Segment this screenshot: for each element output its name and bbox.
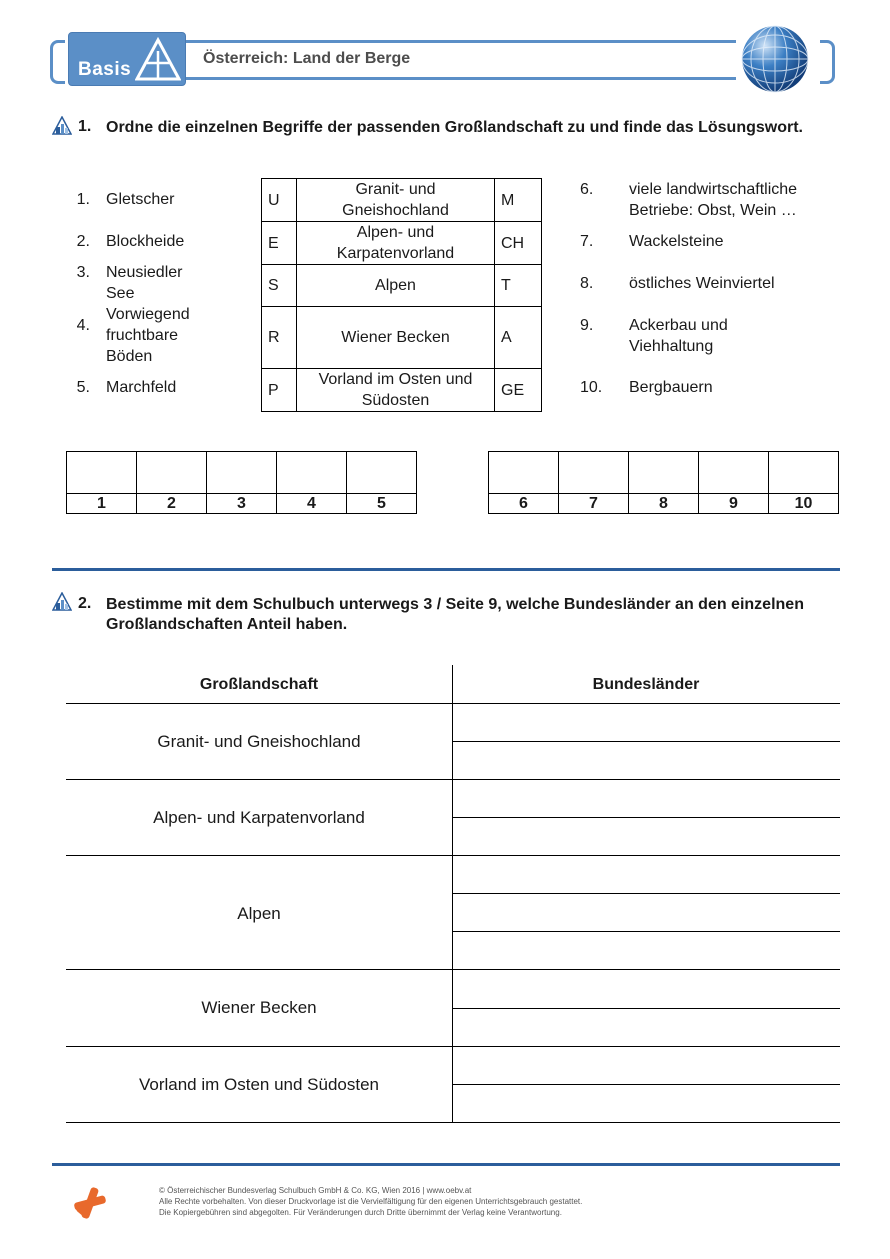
answer-cell[interactable] <box>629 452 699 494</box>
column-header-bundeslaender: Bundesländer <box>592 676 700 693</box>
section-divider <box>52 568 840 571</box>
left-term: Vorwiegend fruchtbare Böden <box>106 306 190 365</box>
basis-label: Basis <box>78 59 132 80</box>
left-term-number: 2. <box>76 233 90 250</box>
copyright-line: Die Kopiergebühren sind abgegolten. Für Veränderungen durch Dritte übernimmt der Verlag keine Verantwortung. <box>159 1208 562 1217</box>
answer-cell[interactable] <box>699 452 769 494</box>
answer-label: 1 <box>67 494 137 514</box>
table-row <box>262 369 542 412</box>
answer-cell[interactable] <box>137 452 207 494</box>
answer-label: 3 <box>207 494 277 514</box>
answer-label: 2 <box>137 494 207 514</box>
landscape-row-label: Alpen <box>237 904 281 923</box>
left-term-number: 1. <box>76 191 90 208</box>
copyright-line: © Österreichischer Bundesverlag Schulbuch GmbH & Co. KG, Wien 2016 | www.oebv.at <box>159 1186 472 1195</box>
landscape-name: Wiener Becken <box>297 307 495 369</box>
table-row <box>262 179 542 222</box>
header-rule-top <box>186 40 736 43</box>
answer-cell[interactable] <box>559 452 629 494</box>
left-term: Marchfeld <box>106 379 177 396</box>
right-term: Wackelsteine <box>629 233 724 250</box>
answer-label: 6 <box>489 494 559 514</box>
right-term: viele landwirtschaftliche Betriebe: Obst, Wein … <box>629 181 798 219</box>
answer-line <box>453 1008 840 1009</box>
table-row <box>262 222 542 265</box>
landscape-row-label: Granit- und Gneishochland <box>157 732 361 751</box>
letter-right: GE <box>495 369 542 412</box>
left-term-number: 5. <box>76 379 90 396</box>
landscape-row-label: Alpen- und Karpatenvorland <box>153 808 365 827</box>
answer-label: 7 <box>559 494 629 514</box>
left-term: Blockheide <box>106 233 185 250</box>
header-bracket-left <box>50 40 65 84</box>
table-column-divider <box>452 665 453 1123</box>
right-term-number: 6. <box>580 181 594 198</box>
row-rule <box>66 855 840 856</box>
answer-grid-left <box>66 451 417 514</box>
left-term-number: 4. <box>76 317 90 334</box>
row-rule <box>66 1122 840 1123</box>
answer-cell[interactable] <box>67 452 137 494</box>
copyright-line: Alle Rechte vorbehalten. Von dieser Druckvorlage ist die Vervielfältigung für den eigenen Unterrichtsgebrauch gestattet. <box>159 1197 583 1206</box>
column-header-grosslandschaft: Großlandschaft <box>199 676 319 693</box>
answer-label: 9 <box>699 494 769 514</box>
row-rule <box>66 1046 840 1047</box>
publisher-logo-icon <box>70 1185 110 1221</box>
globe-icon <box>740 24 810 94</box>
copyright-notice <box>159 1185 582 1218</box>
answer-cell[interactable] <box>347 452 417 494</box>
right-term-number: 9. <box>580 317 594 334</box>
landscape-matching-table <box>261 178 542 412</box>
task1-number: 1. <box>78 118 92 135</box>
letter-right: A <box>495 307 542 369</box>
answer-grid-right <box>488 451 839 514</box>
landscape-name: Granit- und Gneishochland <box>297 179 495 222</box>
answer-cell[interactable] <box>207 452 277 494</box>
left-term-number: 3. <box>76 264 90 281</box>
answer-label: 4 <box>277 494 347 514</box>
answer-label: 5 <box>347 494 417 514</box>
landscape-name: Alpen <box>297 265 495 307</box>
answer-line <box>453 741 840 742</box>
landscape-row-label: Wiener Becken <box>201 998 317 1017</box>
answer-cell[interactable] <box>277 452 347 494</box>
task-triangle-icon <box>52 116 72 136</box>
table-row <box>262 307 542 369</box>
footer-divider <box>52 1163 840 1166</box>
landscape-name: Alpen- und Karpatenvorland <box>297 222 495 265</box>
row-rule <box>66 703 840 704</box>
right-term: östliches Weinviertel <box>629 275 775 292</box>
right-term: Bergbauern <box>629 379 713 396</box>
task2-number: 2. <box>78 595 92 612</box>
row-rule <box>66 779 840 780</box>
right-term-number: 7. <box>580 233 594 250</box>
page-title: Österreich: Land der Berge <box>203 50 411 67</box>
letter-left: U <box>262 179 297 222</box>
landscape-name: Vorland im Osten und Südosten <box>297 369 495 412</box>
row-rule <box>66 969 840 970</box>
letter-left: E <box>262 222 297 265</box>
answer-line <box>453 893 840 894</box>
right-term-number: 10. <box>580 379 603 396</box>
letter-left: R <box>262 307 297 369</box>
answer-line <box>453 931 840 932</box>
answer-label: 8 <box>629 494 699 514</box>
letter-left: P <box>262 369 297 412</box>
task-triangle-icon <box>52 592 72 612</box>
letter-right: CH <box>495 222 542 265</box>
right-term-number: 8. <box>580 275 594 292</box>
letter-right: M <box>495 179 542 222</box>
answer-line <box>453 1084 840 1085</box>
table-row <box>262 265 542 307</box>
task2-instruction: Bestimme mit dem Schulbuch unterwegs 3 / Seite 9, welche Bundesländer an den einzelnen Großlandschaften Anteil haben. <box>106 596 804 633</box>
header-bracket-right <box>820 40 835 84</box>
answer-line <box>453 817 840 818</box>
header-rule-bottom <box>186 77 736 80</box>
answer-label: 10 <box>769 494 839 514</box>
right-term: Ackerbau und Viehhaltung <box>629 317 728 355</box>
task1-instruction: Ordne die einzelnen Begriffe der passenden Großlandschaft zu und finde das Lösungswort. <box>106 119 803 136</box>
left-term: Neusiedler See <box>106 264 183 302</box>
answer-cell[interactable] <box>769 452 839 494</box>
answer-cell[interactable] <box>489 452 559 494</box>
left-term: Gletscher <box>106 191 175 208</box>
mountain-triangle-icon <box>135 37 181 81</box>
landscape-row-label: Vorland im Osten und Südosten <box>138 1075 380 1094</box>
letter-right: T <box>495 265 542 307</box>
letter-left: S <box>262 265 297 307</box>
